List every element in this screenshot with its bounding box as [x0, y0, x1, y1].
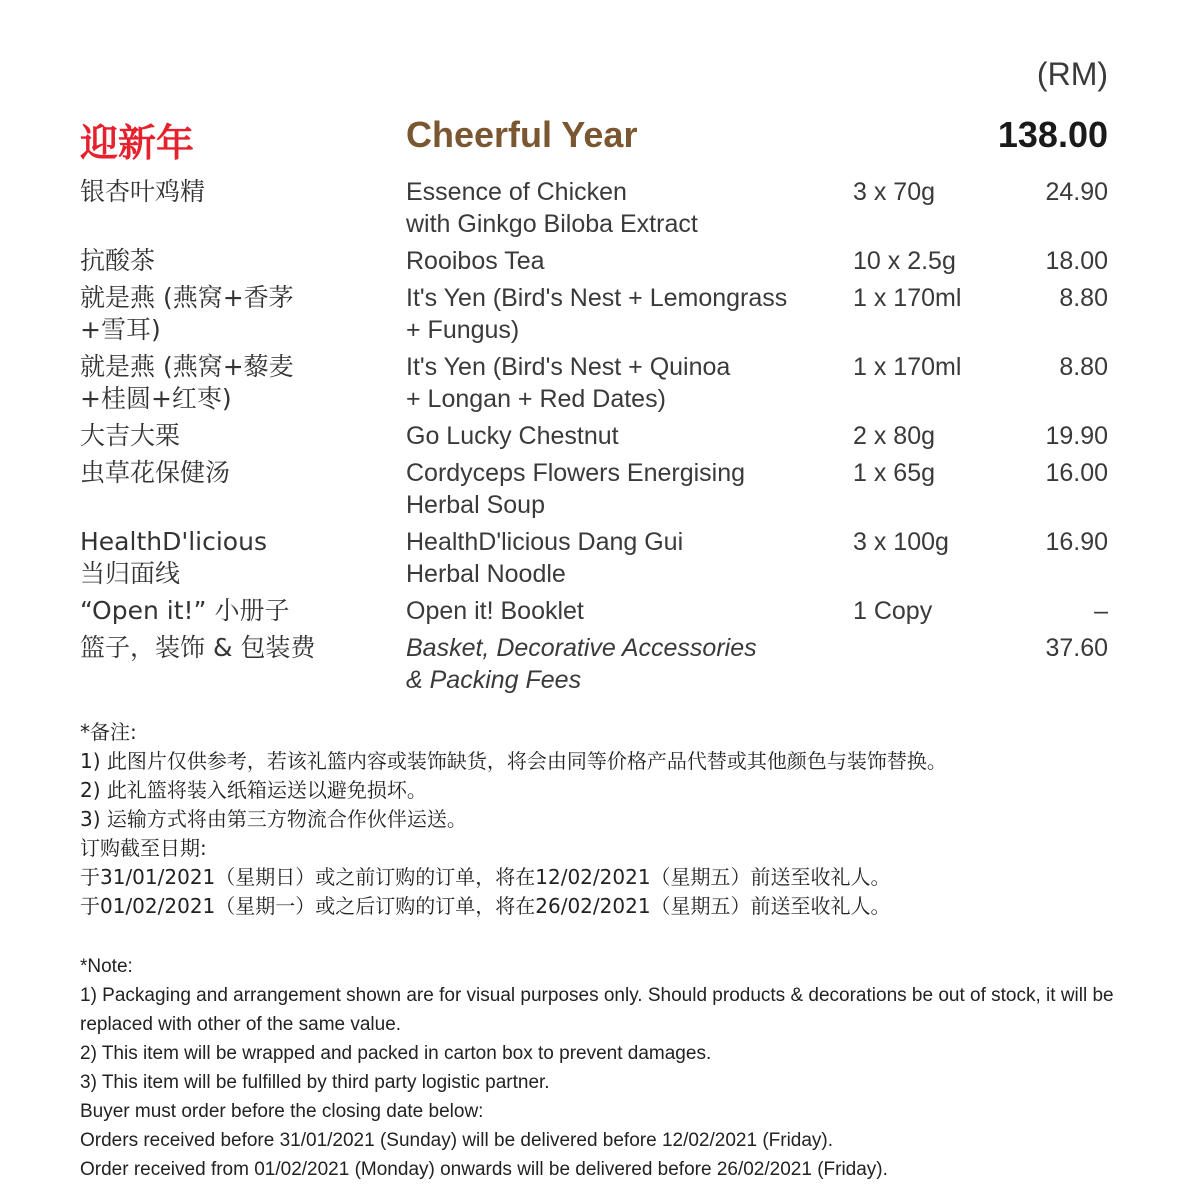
item-name-english	[406, 457, 836, 521]
note-line-chinese: *备注:	[80, 720, 137, 744]
item-price: 24.90	[1045, 178, 1108, 206]
item-row	[0, 282, 1200, 351]
item-name-chinese-line: 当归面线	[80, 559, 181, 588]
item-name-english	[406, 176, 836, 240]
item-name-chinese	[80, 351, 390, 415]
item-price: 19.90	[1045, 422, 1108, 450]
item-row	[0, 457, 1200, 526]
item-quantity: 3 x 70g	[853, 178, 936, 206]
item-row	[0, 176, 1200, 245]
item-name-english-line: Basket, Decorative Accessories	[406, 634, 757, 662]
item-quantity: 1 x 170ml	[853, 353, 962, 381]
item-name-english-line: Cordyceps Flowers Energising	[406, 459, 746, 487]
item-name-chinese	[80, 526, 390, 590]
item-quantity: 1 x 170ml	[853, 284, 962, 312]
item-name-chinese-line: HealthD'licious	[80, 527, 267, 556]
item-name-english	[406, 351, 836, 415]
item-quantity: 2 x 80g	[853, 422, 936, 450]
note-line-english: 3) This item will be fulfilled by third party logistic partner.	[80, 1072, 550, 1093]
item-name-chinese-line: 篮子，装饰 & 包装费	[80, 633, 316, 662]
item-price: 37.60	[1045, 634, 1108, 662]
item-price: 8.80	[1059, 353, 1108, 381]
item-name-chinese-line: 虫草花保健汤	[80, 458, 231, 487]
item-name-english	[406, 632, 836, 696]
item-name-english-line: HealthD'licious Dang Gui	[406, 528, 684, 556]
item-name-english-line: + Fungus)	[406, 316, 520, 344]
item-name-chinese	[80, 457, 390, 489]
item-name-chinese-line: +桂圆+红枣)	[80, 384, 232, 413]
item-name-english	[406, 420, 836, 452]
item-name-chinese-line: “Open it!” 小册子	[80, 596, 290, 625]
item-name-chinese	[80, 282, 390, 346]
item-name-english-line: Herbal Soup	[406, 491, 545, 519]
item-name-chinese	[80, 595, 390, 627]
item-price: 16.90	[1045, 528, 1108, 556]
currency-label: (RM)	[1036, 56, 1108, 92]
item-name-english	[406, 526, 836, 590]
notes-english	[80, 952, 1120, 1184]
note-line-chinese: 3) 运输方式将由第三方物流合作伙伴运送。	[80, 807, 467, 831]
item-quantity: 3 x 100g	[853, 528, 949, 556]
item-name-chinese-line: 大吉大栗	[80, 421, 181, 450]
item-name-english-line: & Packing Fees	[406, 666, 582, 694]
item-name-english-line: Open it! Booklet	[406, 597, 584, 625]
item-list	[0, 176, 1200, 701]
note-line-english: 1) Packaging and arrangement shown are for visual purposes only. Should products & decorations be out of stock, it will be replaced with other of the same value.	[80, 985, 1114, 1035]
item-row	[0, 595, 1200, 632]
note-line-english: Orders received before 31/01/2021 (Sunday) will be delivered before 12/02/2021 (Friday).	[80, 1130, 834, 1151]
title-row	[0, 112, 1200, 165]
item-name-chinese-line: +雪耳)	[80, 315, 161, 344]
item-row	[0, 526, 1200, 595]
item-name-english	[406, 282, 836, 346]
item-name-english-line: with Ginkgo Biloba Extract	[406, 210, 698, 238]
item-price: 16.00	[1045, 459, 1108, 487]
item-quantity: 1 x 65g	[853, 459, 936, 487]
item-row	[0, 245, 1200, 282]
item-name-english-line: It's Yen (Bird's Nest + Lemongrass	[406, 284, 788, 312]
item-name-english-line: It's Yen (Bird's Nest + Quinoa	[406, 353, 731, 381]
item-name-chinese-line: 银杏叶鸡精	[80, 177, 206, 206]
item-name-chinese	[80, 632, 390, 664]
basket-title-english: Cheerful Year	[406, 114, 638, 155]
item-name-english-line: Herbal Noodle	[406, 560, 566, 588]
item-name-english	[406, 245, 836, 277]
item-name-english-line: Essence of Chicken	[406, 178, 627, 206]
note-line-english: 2) This item will be wrapped and packed in carton box to prevent damages.	[80, 1043, 712, 1064]
note-line-english: Buyer must order before the closing date below:	[80, 1101, 484, 1122]
basket-total-price: 138.00	[997, 114, 1108, 155]
note-line-chinese: 于01/02/2021（星期一）或之后订购的订单，将在26/02/2021（星期五）前送至收礼人。	[80, 894, 891, 918]
item-name-chinese	[80, 420, 390, 452]
item-name-english-line: Go Lucky Chestnut	[406, 422, 619, 450]
item-name-chinese-line: 就是燕 (燕窝+香茅	[80, 283, 294, 312]
note-line-chinese: 于31/01/2021（星期日）或之前订购的订单，将在12/02/2021（星期五）前送至收礼人。	[80, 865, 891, 889]
basket-title-chinese: 迎新年	[80, 121, 195, 165]
item-name-chinese	[80, 176, 390, 208]
item-name-chinese-line: 抗酸茶	[80, 246, 156, 275]
item-name-english-line: Rooibos Tea	[406, 247, 545, 275]
item-quantity: 10 x 2.5g	[853, 247, 956, 275]
item-name-chinese-line: 就是燕 (燕窝+藜麦	[80, 352, 294, 381]
item-name-english-line: + Longan + Red Dates)	[406, 385, 666, 413]
note-line-english: *Note:	[80, 956, 133, 977]
item-price: 8.80	[1059, 284, 1108, 312]
item-row	[0, 351, 1200, 420]
item-row	[0, 632, 1200, 701]
item-price: –	[1094, 597, 1108, 625]
item-name-english	[406, 595, 836, 627]
note-line-chinese: 订购截至日期:	[80, 836, 207, 860]
item-name-chinese	[80, 245, 390, 277]
item-row	[0, 420, 1200, 457]
note-line-chinese: 2) 此礼篮将装入纸箱运送以避免损坏。	[80, 778, 427, 802]
item-quantity: 1 Copy	[853, 597, 933, 625]
note-line-chinese: 1) 此图片仅供参考，若该礼篮内容或装饰缺货，将会由同等价格产品代替或其他颜色与装饰替换。	[80, 749, 947, 773]
note-line-english: Order received from 01/02/2021 (Monday) onwards will be delivered before 26/02/2021 (Friday).	[80, 1159, 888, 1180]
notes-chinese	[80, 718, 1140, 921]
item-price: 18.00	[1045, 247, 1108, 275]
